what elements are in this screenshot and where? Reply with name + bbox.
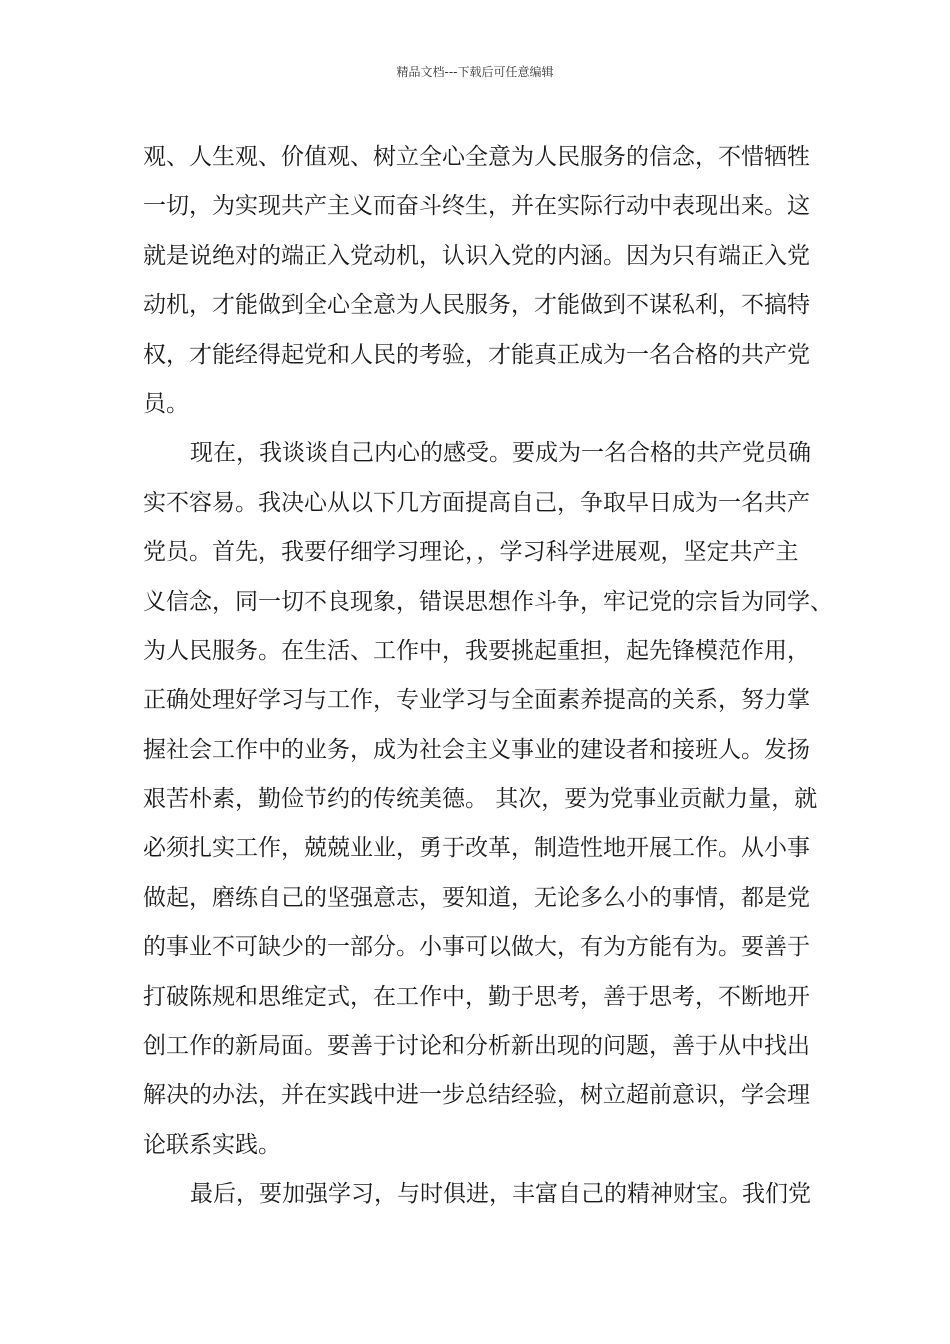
text-line: 创工作的新局面。要善于讨论和分析新出现的问题，善于从中找出 [143,1033,810,1060]
text-line: 必须扎实工作，兢兢业业，勇于改革，制造性地开展工作。从小事 [143,835,810,862]
text-line: 一切，为实现共产主义而奋斗终生，并在实际行动中表现出来。这 [143,193,810,220]
text-line: 权，才能经得起党和人民的考验，才能真正成为一名合格的共产党 [143,341,810,368]
text-line: 观、人生观、价值观、树立全心全意为人民服务的信念，不惜牺牲 [143,144,810,170]
page-header: 精品文档---下载后可任意编辑 [396,65,554,79]
paragraph-first-line: 最后，要加强学习，与时俱进，丰富自己的精神财宝。我们党 [190,1181,811,1208]
document-body [143,133,843,1220]
text-line: 员。 [143,390,189,417]
text-line: 握社会工作中的业务，成为社会主义事业的建设者和接班人。发扬 [143,736,810,763]
text-line: 正确处理好学习与工作，专业学习与全面素养提高的关系，努力掌 [143,687,810,714]
text-line: 义信念，同一切不良现象，错误思想作斗争，牢记党的宗旨为同学、 [143,588,833,615]
text-line: 实不容易。我决心从以下几方面提高自己，争取早日成为一名共产 [143,489,810,516]
text-line: 为人民服务。在生活、工作中，我要挑起重担，起先锋模范作用， [143,637,810,664]
text-line: 做起，磨练自己的坚强意志，要知道，无论多么小的事情，都是党 [143,884,810,911]
text-line: 打破陈规和思维定式，在工作中，勤于思考，善于思考，不断地开 [143,983,810,1010]
text-line: 解决的办法，并在实践中进一步总结经验，树立超前意识，学会理 [143,1082,810,1109]
text-line: 艰苦朴素，勤俭节约的传统美德。 其次，要为党事业贡献力量，就 [143,786,818,813]
text-line: 就是说绝对的端正入党动机，认识入党的内涵。因为只有端正入党 [143,242,810,269]
text-line: 的事业不可缺少的一部分。小事可以做大，有为方能有为。要善于 [143,934,810,961]
text-line: 动机，才能做到全心全意为人民服务，才能做到不谋私利，不搞特 [143,292,810,319]
text-line: 党员。首先，我要仔细学习理论，，学习科学进展观，坚定共产主 [143,539,799,566]
paragraph-first-line: 现在，我谈谈自己内心的感受。要成为一名合格的共产党员确 [190,440,811,467]
text-line: 论联系实践。 [143,1131,281,1158]
